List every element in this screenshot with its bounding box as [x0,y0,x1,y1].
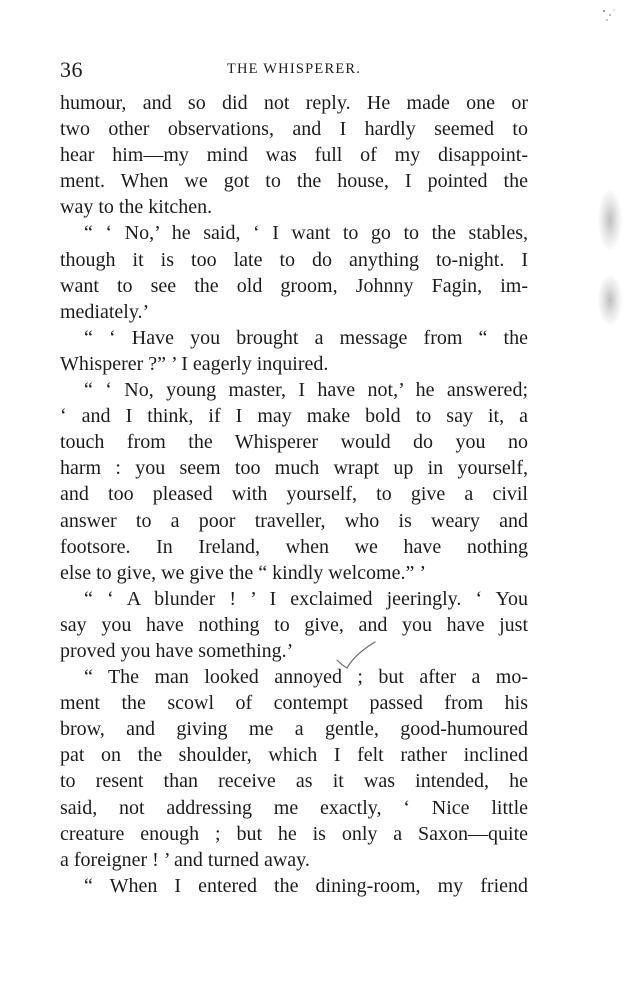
text-line: “ When I entered the dining-room, my friend [84,874,528,897]
text-line: brow, and giving me a gentle, good-humoured [60,718,528,741]
text-line: mediately.’ [60,300,150,323]
text-line: way to the kitchen. [60,196,213,219]
pencil-check-mark [335,640,377,670]
text-line: harm : you seem too much wrapt up in yourself, [60,457,528,480]
text-line: “ ‘ Have you brought a message from “ the [84,326,528,349]
text-line: “ The man looked annoyed ; but after a mo- [84,666,528,689]
ink-bleed-mark [598,275,622,325]
text-line: said, not addressing me exactly, ‘ Nice little [60,796,528,819]
text-line: “ ‘ No,’ he said, ‘ I want to go to the stables, [84,222,528,245]
text-line: proved you have something.’ [60,639,294,662]
page-header [60,57,528,83]
text-line: else to give, we give the “ kindly welcome.” ’ [60,561,426,584]
running-title: THE WHISPERER. [226,61,362,77]
text-line: want to see the old groom, Johnny Fagin, im- [60,274,528,297]
text-line: to resent than receive as it was intended, he [60,770,528,793]
text-line: Whisperer ?” ’ I eagerly inquired. [60,352,329,375]
text-line: ment. When we got to the house, I pointed the [60,170,528,193]
corner-speckle [600,6,618,26]
text-line: ment the scowl of contempt passed from his [60,692,528,715]
ink-bleed-mark [598,190,622,250]
text-line: footsore. In Ireland, when we have nothing [60,535,528,558]
text-line: and too pleased with yourself, to give a civil [60,483,528,506]
page-number: 36 [60,57,83,82]
body-text [60,90,528,899]
text-line: answer to a poor traveller, who is weary and [60,509,528,532]
text-line: “ ‘ A blunder ! ’ I exclaimed jeeringly. ‘ You [84,587,528,610]
text-line: humour, and so did not reply. He made one or [60,92,528,114]
text-line: creature enough ; but he is only a Saxon—quite [60,822,528,845]
text-line: hear him—my mind was full of my disappoint- [60,144,528,167]
text-line: pat on the shoulder, which I felt rather inclined [60,744,528,767]
text-line: ‘ and I think, if I may make bold to say it, a [60,405,528,428]
text-line: a foreigner ! ’ and turned away. [60,848,310,871]
text-line: touch from the Whisperer would do you no [60,431,528,454]
text-line: “ ‘ No, young master, I have not,’ he answered; [84,379,528,402]
text-line: though it is too late to do anything to-night. I [60,248,528,271]
text-line: two other observations, and I hardly seemed to [60,118,528,141]
text-line: say you have nothing to give, and you have just [60,613,528,636]
